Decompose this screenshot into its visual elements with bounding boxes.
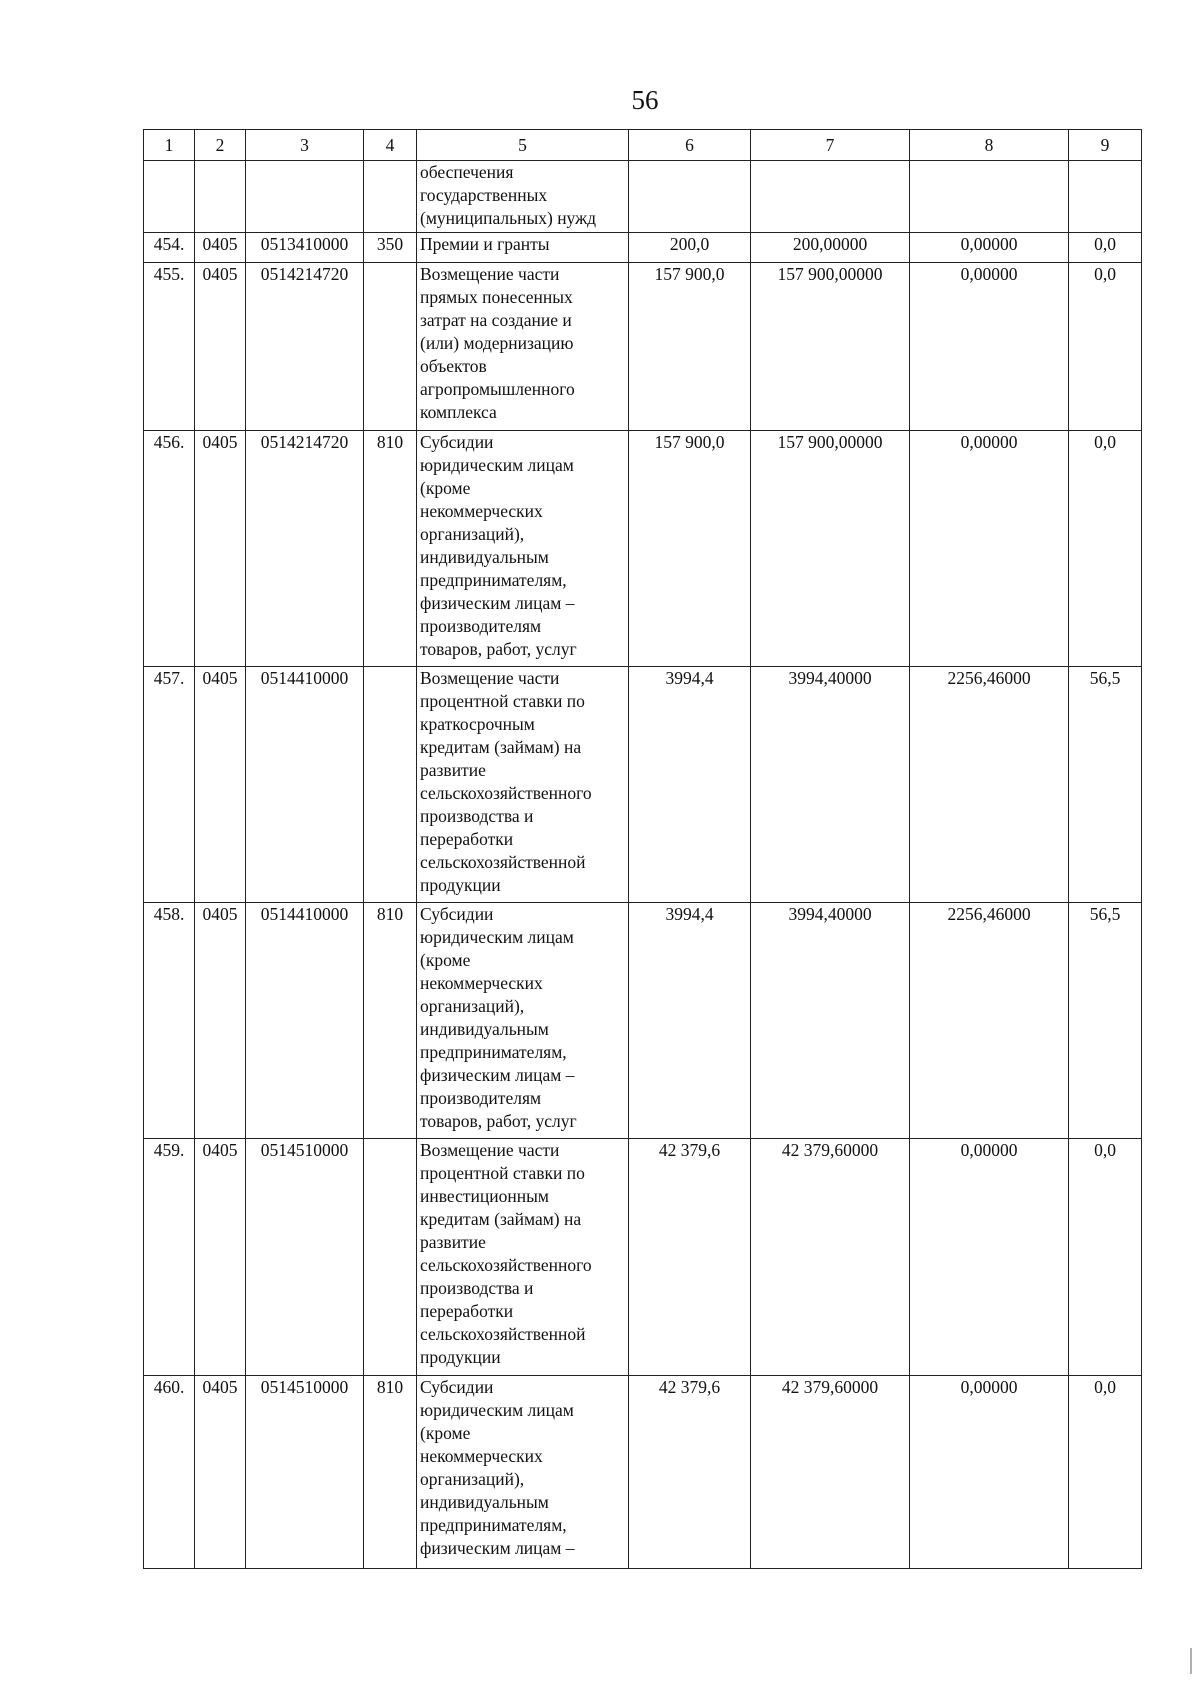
executed-amount-cell	[910, 161, 1069, 233]
item-name-text: Премии и гранты	[420, 234, 550, 254]
expense-type-cell: 810	[364, 1376, 417, 1569]
section-code-cell: 0405	[195, 263, 246, 431]
table-row	[144, 1139, 1142, 1376]
row-number-cell	[144, 161, 195, 233]
executed-amount-cell: 2256,46000	[910, 903, 1069, 1139]
target-code-cell: 0514410000	[246, 667, 364, 903]
item-name-cell	[417, 1139, 629, 1376]
table-row	[144, 161, 1142, 233]
revised-amount-cell: 200,00000	[751, 233, 910, 263]
execution-percent-cell: 56,5	[1069, 903, 1142, 1139]
section-code-cell: 0405	[195, 431, 246, 667]
item-name-cell	[417, 667, 629, 903]
expense-type-cell	[364, 667, 417, 903]
header-cell: 8	[910, 130, 1069, 161]
section-code-cell: 0405	[195, 667, 246, 903]
expense-type-cell: 810	[364, 431, 417, 667]
target-code-cell: 0514410000	[246, 903, 364, 1139]
row-number-cell: 456.	[144, 431, 195, 667]
target-code-cell: 0514214720	[246, 431, 364, 667]
expense-type-cell	[364, 161, 417, 233]
section-code-cell: 0405	[195, 233, 246, 263]
item-name-text: Возмещение части процентной ставки по краткосрочным кредитам (займам) на развитие сельскохозяйственного производства и переработки сельскохозяйственной продукции	[420, 668, 592, 895]
section-code-cell: 0405	[195, 1376, 246, 1569]
expense-type-cell: 810	[364, 903, 417, 1139]
expense-type-cell: 350	[364, 233, 417, 263]
header-cell: 5	[417, 130, 629, 161]
target-code-cell: 0513410000	[246, 233, 364, 263]
row-number-cell: 455.	[144, 263, 195, 431]
execution-percent-cell: 0,0	[1069, 1376, 1142, 1569]
item-name-text: Субсидии юридическим лицам (кроме некоммерческих организаций), индивидуальным предпринимателям, физическим лицам – производителям товаров, работ, услуг	[420, 432, 577, 659]
page-number: 56	[631, 85, 659, 115]
header-cell: 4	[364, 130, 417, 161]
execution-percent-cell	[1069, 161, 1142, 233]
header-cell: 7	[751, 130, 910, 161]
item-name-text: Возмещение части процентной ставки по инвестиционным кредитам (займам) на развитие сельскохозяйственного производства и переработки сельскохозяйственной продукции	[420, 1140, 592, 1367]
header-cell: 2	[195, 130, 246, 161]
expense-type-cell	[364, 1139, 417, 1376]
header-cell: 3	[246, 130, 364, 161]
table-row	[144, 431, 1142, 667]
execution-percent-cell: 0,0	[1069, 1139, 1142, 1376]
approved-amount-cell: 157 900,0	[629, 263, 751, 431]
item-name-text: обеспечения государственных (муниципальных) нужд	[420, 162, 597, 228]
approved-amount-cell: 42 379,6	[629, 1139, 751, 1376]
target-code-cell	[246, 161, 364, 233]
target-code-cell: 0514510000	[246, 1139, 364, 1376]
executed-amount-cell: 0,00000	[910, 431, 1069, 667]
revised-amount-cell: 157 900,00000	[751, 431, 910, 667]
section-code-cell: 0405	[195, 903, 246, 1139]
header-cell: 6	[629, 130, 751, 161]
approved-amount-cell: 157 900,0	[629, 431, 751, 667]
revised-amount-cell: 42 379,60000	[751, 1376, 910, 1569]
row-number-cell: 460.	[144, 1376, 195, 1569]
revised-amount-cell: 157 900,00000	[751, 263, 910, 431]
item-name-cell	[417, 263, 629, 431]
item-name-cell	[417, 1376, 629, 1569]
executed-amount-cell: 2256,46000	[910, 667, 1069, 903]
table-row	[144, 1376, 1142, 1569]
header-cell: 1	[144, 130, 195, 161]
approved-amount-cell: 3994,4	[629, 667, 751, 903]
executed-amount-cell: 0,00000	[910, 1139, 1069, 1376]
revised-amount-cell: 3994,40000	[751, 667, 910, 903]
table-row	[144, 667, 1142, 903]
scan-artifact	[1190, 1648, 1192, 1674]
item-name-cell	[417, 431, 629, 667]
approved-amount-cell: 3994,4	[629, 903, 751, 1139]
budget-table	[143, 129, 1142, 1569]
execution-percent-cell: 0,0	[1069, 233, 1142, 263]
execution-percent-cell: 0,0	[1069, 263, 1142, 431]
section-code-cell	[195, 161, 246, 233]
table-row	[144, 903, 1142, 1139]
revised-amount-cell: 3994,40000	[751, 903, 910, 1139]
executed-amount-cell: 0,00000	[910, 263, 1069, 431]
table-row	[144, 233, 1142, 263]
item-name-cell	[417, 161, 629, 233]
target-code-cell: 0514510000	[246, 1376, 364, 1569]
item-name-text: Возмещение части прямых понесенных затрат на создание и (или) модернизацию объектов агропромышленного комплекса	[420, 264, 575, 422]
executed-amount-cell: 0,00000	[910, 1376, 1069, 1569]
approved-amount-cell: 42 379,6	[629, 1376, 751, 1569]
approved-amount-cell	[629, 161, 751, 233]
row-number-cell: 454.	[144, 233, 195, 263]
table-header-row	[144, 130, 1142, 161]
item-name-cell	[417, 233, 629, 263]
executed-amount-cell: 0,00000	[910, 233, 1069, 263]
revised-amount-cell	[751, 161, 910, 233]
item-name-text: Субсидии юридическим лицам (кроме некоммерческих организаций), индивидуальным предпринимателям, физическим лицам – производителям товаров, работ, услуг	[420, 904, 577, 1131]
row-number-cell: 458.	[144, 903, 195, 1139]
row-number-cell: 457.	[144, 667, 195, 903]
table-row	[144, 263, 1142, 431]
target-code-cell: 0514214720	[246, 263, 364, 431]
expense-type-cell	[364, 263, 417, 431]
section-code-cell: 0405	[195, 1139, 246, 1376]
execution-percent-cell: 56,5	[1069, 667, 1142, 903]
header-cell: 9	[1069, 130, 1142, 161]
item-name-text: Субсидии юридическим лицам (кроме некоммерческих организаций), индивидуальным предпринимателям, физическим лицам –	[420, 1377, 575, 1558]
item-name-cell	[417, 903, 629, 1139]
approved-amount-cell: 200,0	[629, 233, 751, 263]
execution-percent-cell: 0,0	[1069, 431, 1142, 667]
row-number-cell: 459.	[144, 1139, 195, 1376]
revised-amount-cell: 42 379,60000	[751, 1139, 910, 1376]
